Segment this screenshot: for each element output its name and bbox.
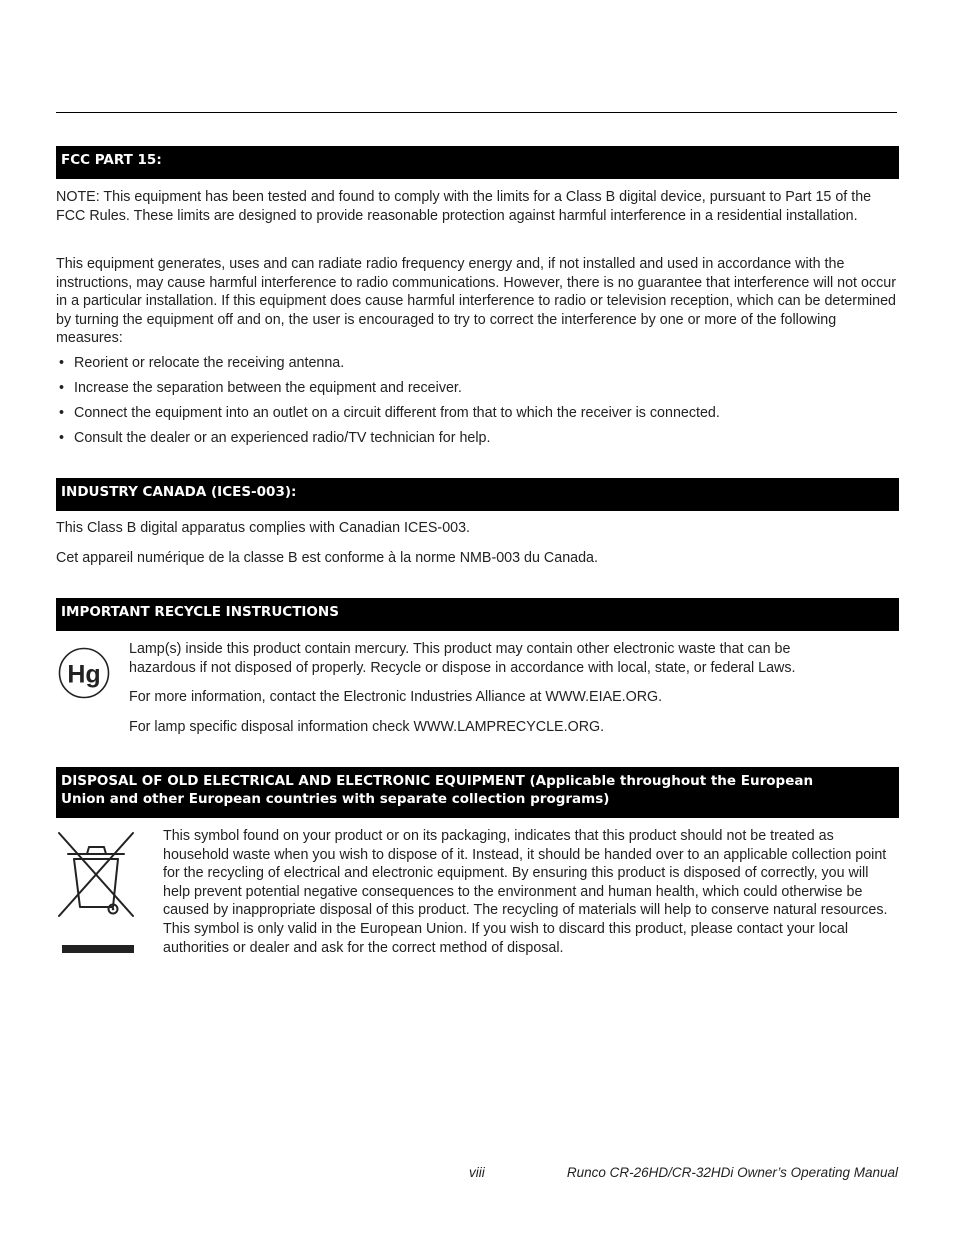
manual-title: Runco CR-26HD/CR-32HDi Owner’s Operating Manual — [566, 1165, 898, 1180]
disposal-heading-line2: Union and other European countries with separate collection programs) — [61, 791, 610, 807]
disposal-heading-line1: DISPOSAL OF OLD ELECTRICAL AND ELECTRONIC EQUIPMENT (Applicable throughout the European — [61, 773, 814, 789]
bullet-text: Consult the dealer or an experienced radio/TV technician for help. — [74, 430, 491, 446]
page-number: viii — [469, 1165, 485, 1180]
recycle-heading: IMPORTANT RECYCLE INSTRUCTIONS — [56, 598, 899, 631]
disposal-body-text: This symbol found on your product or on its packaging, indicates that this product should not be treated as household waste when you wish to dispose of it. Instead, it should be handed over to an applicable collection point for the recycling of electrical and electronic equipment. By ensuring this product is disposed of correctly, you will help prevent potential negative consequences to the environment and human health, which could otherwise be caused by inappropriate disposal of this product. The recycling of materials will help to conserve natural resources. This symbol is only valid in the European Union. If you wish to discard this product, please contact your local authorities or dealer and ask for the correct method of disposal. — [163, 828, 888, 956]
bullet-text: Connect the equipment into an outlet on a circuit different from that to which the receiver is connected. — [74, 405, 720, 421]
fcc-body: This equipment generates, uses and can radiate radio frequency energy and, if not installed and used in accordance with the instructions, may cause harmful interference to radio communications. However, there is no guarantee that interference will not occur in a particular installation. If this equipment does cause harmful interference to radio or television reception, which can be determined by turning the equipment off and on, the user is encouraged to try to correct the interference by one or more of the following measures: — [56, 256, 897, 347]
bullet-text: Increase the separation between the equipment and receiver. — [74, 380, 462, 396]
fcc-note: NOTE: This equipment has been tested and found to comply with the limits for a Class B digital device, pursuant to Part 15 of the FCC Rules. These limits are designed to provide reasonable protection against harmful interference in a residential installation. — [56, 189, 872, 224]
canada-english-text: This Class B digital apparatus complies with Canadian ICES-003. — [56, 520, 471, 536]
header-rule — [56, 112, 897, 113]
bullet-dot: • — [59, 405, 65, 421]
hg-icon-label: Hg — [67, 660, 101, 689]
disposal-heading — [56, 767, 899, 818]
bullet-dot: • — [59, 430, 65, 446]
recycle-text-lamprecycle: For lamp specific disposal information check WWW.LAMPRECYCLE.ORG. — [129, 719, 605, 735]
bullet-text: Reorient or relocate the receiving antenna. — [74, 355, 345, 371]
recycle-text-eia: For more information, contact the Electronic Industries Alliance at WWW.EIAE.ORG. — [129, 689, 663, 705]
bullet-dot: • — [59, 355, 65, 371]
canada-french-text: Cet appareil numérique de la classe B est conforme à la norme NMB-003 du Canada. — [56, 550, 598, 566]
bullet-dot: • — [59, 380, 65, 396]
recycle-text-mercury: Lamp(s) inside this product contain mercury. This product may contain other electronic waste that can be hazardous if not disposed of properly. Recycle or dispose in accordance with local, state, or federal Laws. — [129, 641, 796, 676]
mercury-hg-icon — [58, 647, 110, 699]
canada-heading: INDUSTRY CANADA (ICES-003): — [56, 478, 899, 511]
fcc-heading: FCC PART 15: — [56, 146, 899, 179]
crossed-out-wheelie-bin-icon — [56, 830, 138, 956]
